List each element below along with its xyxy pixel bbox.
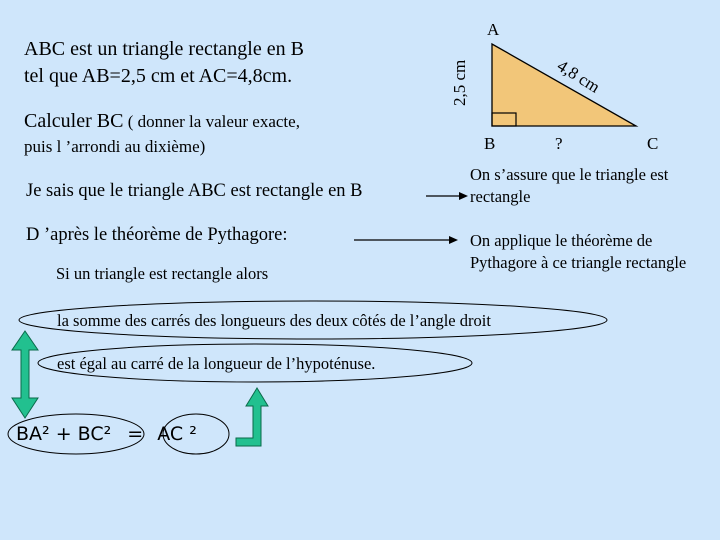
question-hint-b: puis l ’arrondi au dixième) <box>24 137 206 156</box>
green-double-arrow <box>12 331 38 418</box>
statement-line-1: ABC est un triangle rectangle en B <box>24 38 304 60</box>
arrow-pythagore-head <box>449 236 458 244</box>
pythagore-equation <box>16 423 197 445</box>
question-main: Calculer BC <box>24 110 124 132</box>
equation-equals: = <box>127 423 144 445</box>
question-hint-a: ( donner la valeur exacte, <box>123 112 300 131</box>
side-ab-label: 2,5 cm <box>450 59 469 106</box>
step-pythagore: D ’après le théorème de Pythagore: <box>26 225 288 245</box>
statement-line-2: tel que AB=2,5 cm et AC=4,8cm. <box>24 65 293 87</box>
note-pythagore: On applique le théorème de Pythagore à ce triangle rectangle <box>470 231 687 272</box>
vertex-c-label: C <box>647 134 659 153</box>
vertex-a-label: A <box>487 20 500 39</box>
green-bent-arrow <box>236 388 268 446</box>
arrow-rectangle-head <box>459 192 468 200</box>
side-ac-label: 4,8 cm <box>553 56 604 97</box>
theorem-sum-sides: la somme des carrés des longueurs des deux côtés de l’angle droit <box>57 311 491 330</box>
side-bc-label: ? <box>555 134 563 153</box>
theorem-hypotenuse: est égal au carré de la longueur de l’hypoténuse. <box>57 354 376 373</box>
step-rectangle-check: Je sais que le triangle ABC est rectangle en B <box>26 181 363 201</box>
note-rectangle-check: On s’assure que le triangle est rectangle <box>470 165 669 206</box>
vertex-b-label: B <box>484 134 496 153</box>
equation-right: AC ² <box>157 423 197 445</box>
theorem-condition: Si un triangle est rectangle alors <box>56 264 269 283</box>
equation-left: BA² + BC² <box>16 423 112 445</box>
